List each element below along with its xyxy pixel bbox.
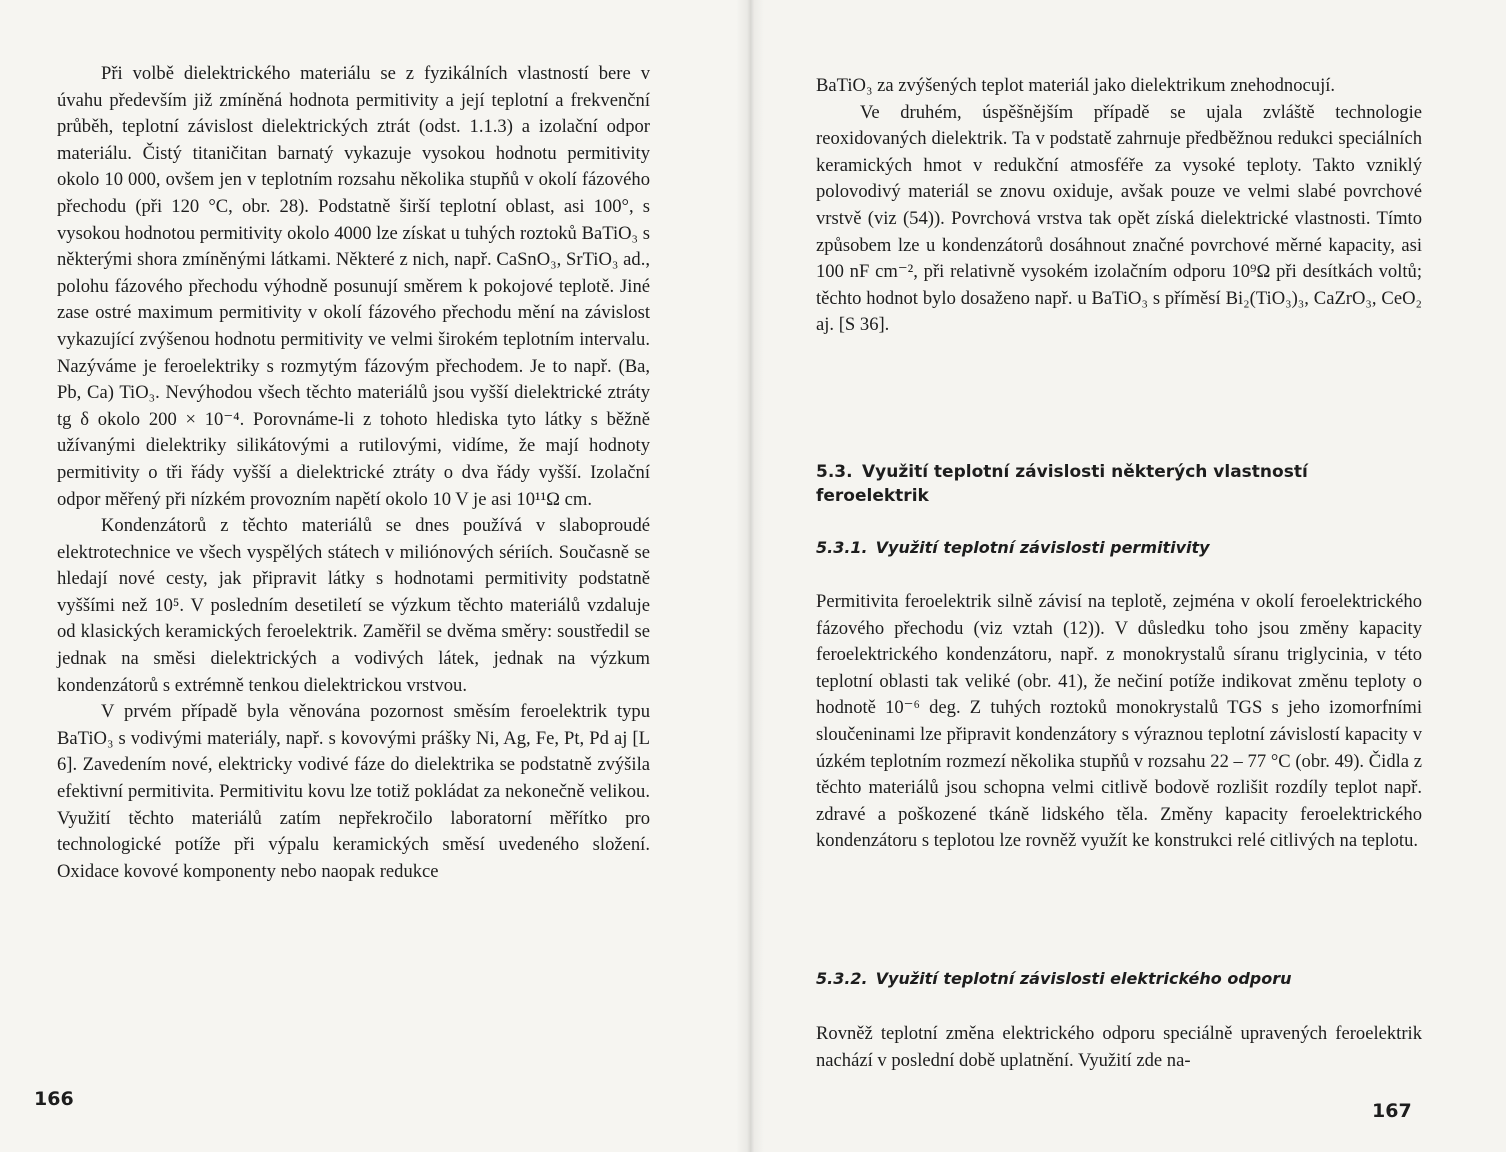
paragraph: Rovněž teplotní změna elektrického odporu speciálně upravených feroelektrik nachází v poslední době uplatnění. Využití zde na- <box>816 1023 1422 1071</box>
subsection-title: Využití teplotní závislosti permitivity <box>875 538 1210 557</box>
section-title: Využití teplotní závislosti některých vlastností feroelektrik <box>816 462 1308 506</box>
left-page <box>0 0 750 1152</box>
right-page-top-text <box>816 73 1422 339</box>
subsection-number: 5.3.2. <box>816 969 868 988</box>
paragraph: Při volbě dielektrického materiálu se z fyzikálních vlastností bere v úvahu především již zmíněná hodnota permitivity a její teplotní a frekvenční průběh, teplotní závislost dielektrických ztrát (odst. 1.1.3) a izolační odpor materiálu. Čistý titaničitan barnatý vykazuje vysokou hodnotu permitivity okolo 10 000, ovšem jen v teplotním rozsahu několika stupňů v okolí fázového přechodu (při 120 °C, obr. 28). Podstatně širší teplotní oblast, asi 100°, s vysokou hodnotou permitivity okolo 4000 lze získat u tuhých roztoků BaTiO₃ s některými shora zmíněnými látkami. Některé z nich, např. CaSnO₃, SrTiO₃ ad., polohu fázového přechodu výhodně posunují směrem k pokojové teplotě. Jiné zase ostré maximum permitivity v okolí fázového přechodu mění na závislost vykazující zvýšenou hodnotu permitivity ve velmi širokém teplotním intervalu. Nazýváme je feroelektriky s rozmytým fázovým přechodem. Je to např. (Ba, Pb, Ca) TiO₃. Nevýhodou všech těchto materiálů jsou vyšší dielektrické ztráty tg δ okolo 200 × 10⁻⁴. Porovnáme-li z tohoto hlediska tyto látky s běžně užívanými dielektriky silikátovými a rutilovými, vidíme, že mají hodnoty permitivity o tři řády vyšší a dielektrické ztráty o dva řády vyšší. Izolační odpor měřený při nízkém provozním napětí okolo 10 V je asi 10¹¹Ω cm. <box>57 63 650 510</box>
paragraph: Kondenzátorů z těchto materiálů se dnes používá v slaboproudé elektrotechnice ve všech vyspělých státech v miliónových sériích. Současně se hledají nové cesty, jak připravit látky s hodnotami permitivity podstatně vyššími než 10⁵. V posledním desetiletí se výzkum těchto materiálů vzdaluje od klasických keramických feroelektrik. Zaměřil se dvěma směry: soustředil se jednak na směsi dielektrických a vodivých látek, jednak na výzkum kondenzátorů s extrémně tenkou dielektrickou vrstvou. <box>57 515 650 696</box>
page-number: 166 <box>34 1088 74 1110</box>
paragraph: BaTiO₃ za zvýšených teplot materiál jako dielektrikum znehodnocují. <box>816 75 1336 96</box>
paragraph: V prvém případě byla věnována pozornost směsím feroelektrik typu BaTiO₃ s vodivými materiály, např. s kovovými prášky Ni, Ag, Fe, Pt, Pd aj [L 6]. Zavedením nové, elektricky vodivé fáze do dielektrika se podstatně zvýšila efektivní permitivita. Permitivitu kovu lze totiž pokládat za nekonečně velikou. Využití těchto materiálů zatím nepřekročilo laboratorní měřítko pro technologické potíže při výpalu keramických směsí uvedeného složení. Oxidace kovové komponenty nebo naopak redukce <box>57 701 650 882</box>
subsection-body <box>816 589 1422 855</box>
subsection-heading <box>816 537 1422 559</box>
right-page <box>750 0 1506 1152</box>
subsection-heading <box>816 968 1422 990</box>
section-number: 5.3. <box>816 462 853 482</box>
book-spine-shadow <box>736 0 764 1152</box>
page-number: 167 <box>1372 1100 1412 1122</box>
subsection-title: Využití teplotní závislosti elektrického odporu <box>875 969 1292 988</box>
section-heading <box>816 460 1422 508</box>
paragraph: Permitivita feroelektrik silně závisí na teplotě, zejména v okolí feroelektrického fázového přechodu (viz vztah (12)). V důsledku toho jsou změny kapacity feroelektrického kondenzátoru, např. z monokrystalů síranu triglycinia, v této teplotní oblasti tak veliké (obr. 41), že nečiní potíže indikovat změnu teploty o hodnotě 10⁻⁶ deg. Z tuhých roztoků monokrystalů TGS s jeho izomorfními sloučeninami lze připravit kondenzátory s výraznou teplotní závislostí kapacity v úzkém teplotním rozmezí několika stupňů v rozsahu 22 – 77 °C (obr. 49). Čidla z těchto materiálů jsou schopna velmi citlivě bodově rozlišit rozdíly teplot např. zdravé a poškozené tkáně lidského těla. Změny kapacity feroelektrického kondenzátoru s teplotou lze rovněž využít ke konstrukci relé citlivých na teplotu. <box>816 591 1422 852</box>
paragraph: Ve druhém, úspěšnějším případě se ujala zvláště technologie reoxidovaných dielektrik. Ta v podstatě zahrnuje předběžnou redukci speciálních keramických hmot v redukční atmosféře za vysoké teploty. Takto vzniklý polovodivý materiál se znovu oxiduje, avšak pouze ve velmi slabé povrchové vrstvě (viz (54)). Povrchová vrstva tak opět získá dielektrické vlastnosti. Tímto způsobem lze u kondenzátorů dosáhnout značné povrchové měrné kapacity, asi 100 nF cm⁻², při relativně vysokém izolačním odporu 10⁹Ω při desítkách voltů; těchto hodnot bylo dosaženo např. u BaTiO₃ s příměsí Bi₂(TiO₃)₃, CaZrO₃, CeO₂ aj. [S 36]. <box>816 101 1422 336</box>
subsection-number: 5.3.1. <box>816 538 868 557</box>
left-page-body <box>57 61 650 885</box>
subsection-body <box>816 1021 1422 1074</box>
